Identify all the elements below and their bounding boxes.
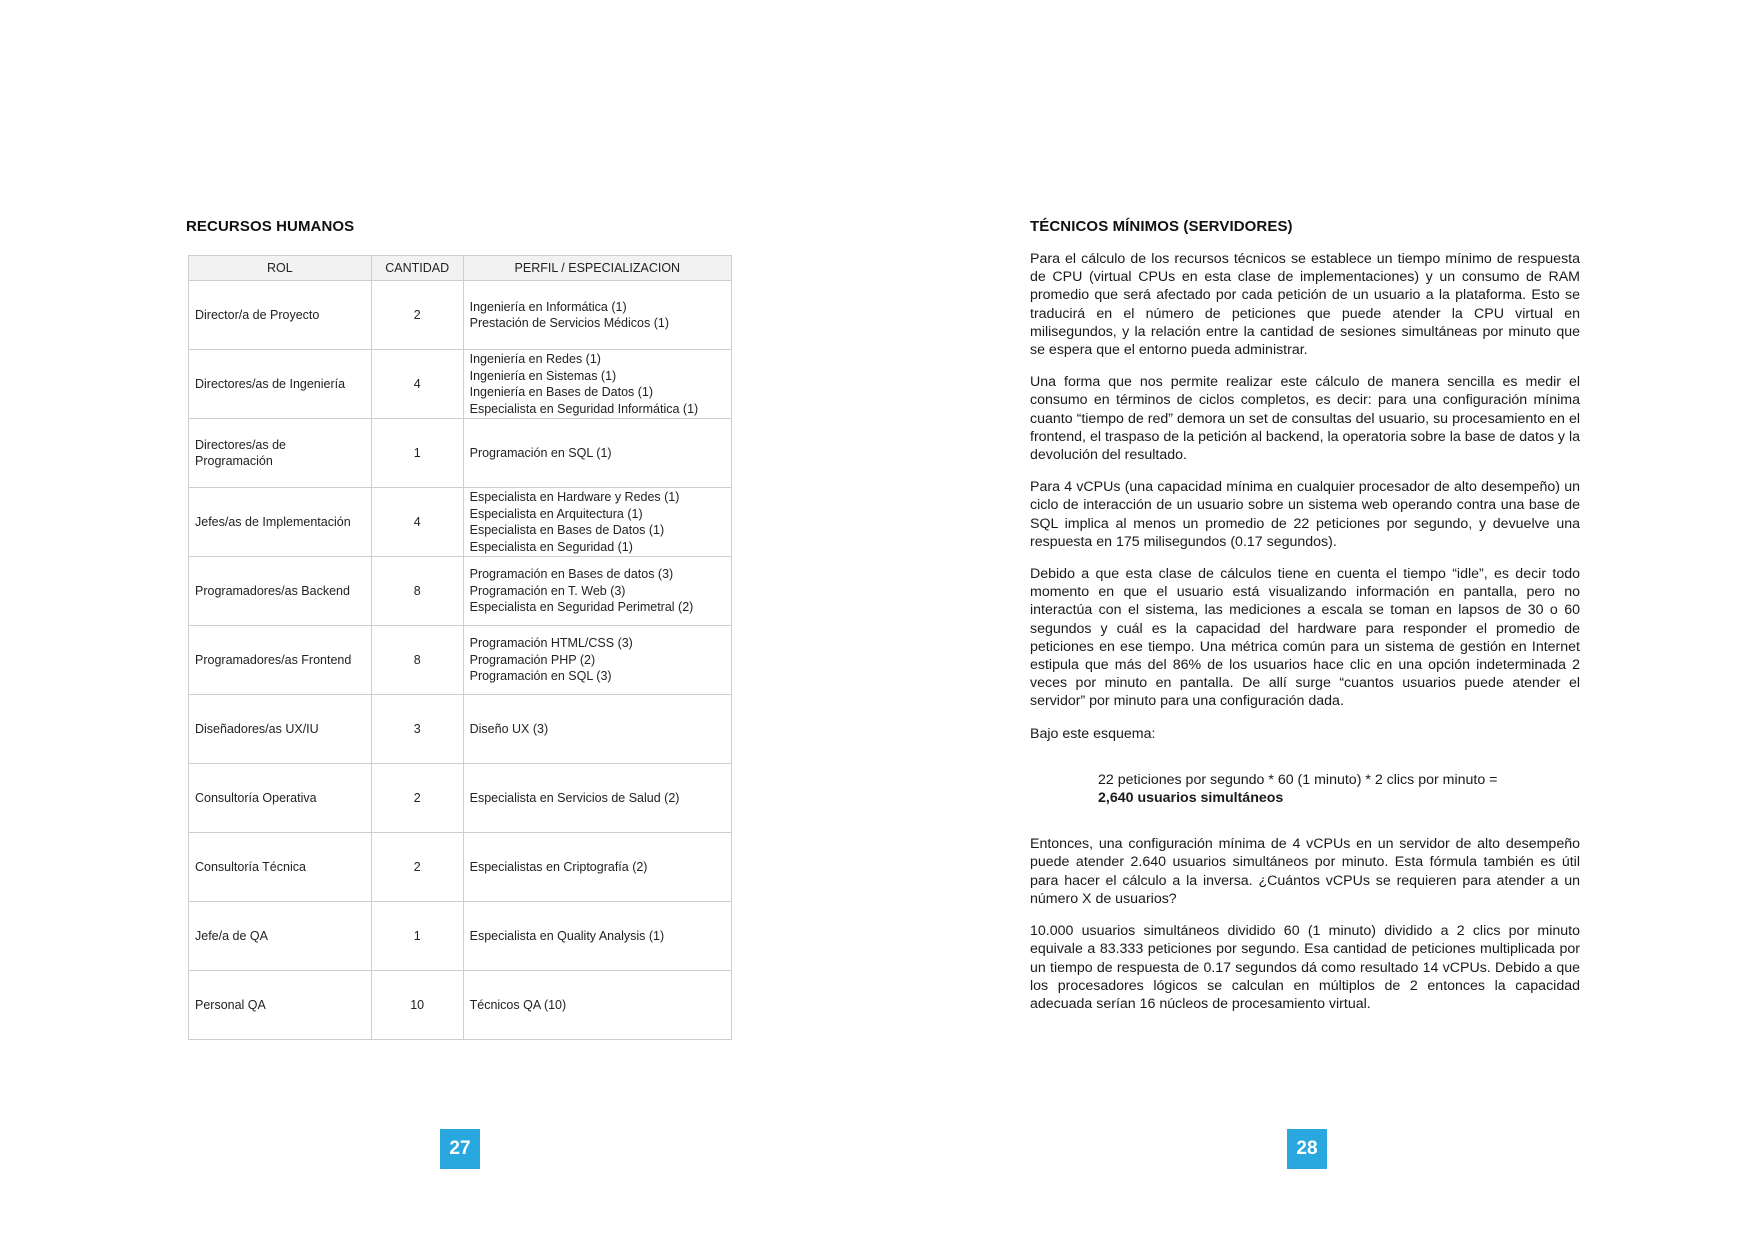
table-row [189, 971, 732, 1040]
cell-quantity: 8 [371, 557, 463, 626]
cell-profile [463, 695, 731, 764]
column-header-perfil: PERFIL / ESPECIALIZACION [463, 256, 731, 281]
cell-role: Directores/as de Ingeniería [189, 350, 372, 419]
left-page [0, 0, 877, 1241]
cell-profile [463, 419, 731, 488]
cell-role: Consultoría Operativa [189, 764, 372, 833]
paragraph: 10.000 usuarios simultáneos dividido 60 (1 minuto) dividido a 2 clics por minuto equivale a 83.333 peticiones por segundo. Esa cantidad de peticiones multiplicada por un tiempo de respuesta de 0.17 segundos dá como resultado 14 vCPUs. Debido a que los procesadores lógicos se calculan en múltiplos de 2 entonces la capacidad adecuada serían 16 núcleos de procesamiento virtual. [1030, 923, 1580, 1012]
cell-quantity: 1 [371, 419, 463, 488]
profile-item: Especialista en Bases de Datos (1) [469, 523, 665, 537]
cell-profile [463, 488, 731, 557]
profile-item: Especialista en Seguridad (1) [469, 539, 633, 554]
table-row [189, 419, 732, 488]
profile-item: Ingeniería en Sistemas (1) [469, 368, 617, 383]
cell-role: Jefe/a de QA [189, 902, 372, 971]
cell-quantity: 4 [371, 350, 463, 419]
profile-item: Especialista en Servicios de Salud (2) [469, 790, 680, 805]
table-row [189, 902, 732, 971]
table-row [189, 557, 732, 626]
table-row [189, 281, 732, 350]
profile-item: Especialista en Seguridad Perimetral (2) [469, 600, 694, 615]
cell-quantity: 3 [371, 695, 463, 764]
cell-role: Director/a de Proyecto [189, 281, 372, 350]
right-page [877, 0, 1754, 1241]
profile-item: Programación PHP (2) [469, 652, 596, 667]
profile-item: Programación en SQL (1) [469, 445, 612, 460]
paragraph: Debido a que esta clase de cálculos tiene en cuenta el tiempo “idle”, es decir todo momento en que el usuario está visualizando información en pantalla, pero no interactúa con el sistema, las mediciones a escala se toman en lapsos de 30 o 60 segundos y cuál es la capacidad del hardware para responder el promedio de peticiones en ese tiempo. Una métrica común para un sistema de gestión en Internet estipula que más del 86% de los usuarios hace clic en una opción indeterminada 2 veces por minuto en pantalla. De allí surge “cuantos usuarios puede atender el servidor” por minuto para una configuración dada. [1030, 566, 1580, 710]
table-row [189, 350, 732, 419]
profile-item: Ingeniería en Bases de Datos (1) [469, 385, 654, 399]
table-body [189, 281, 732, 1040]
cell-role: Directores/as de Programación [189, 419, 372, 488]
cell-role: Programadores/as Backend [189, 557, 372, 626]
body-text [1030, 250, 1580, 1027]
cell-quantity: 2 [371, 281, 463, 350]
profile-item: Programación en T. Web (3) [469, 583, 626, 598]
profile-item: Especialista en Arquitectura (1) [469, 506, 643, 521]
section-title-tecnicos-minimos: TÉCNICOS MÍNIMOS (SERVIDORES) [1030, 218, 1293, 235]
profile-item: Programación en Bases de datos (3) [469, 567, 674, 582]
cell-profile [463, 557, 731, 626]
cell-quantity: 10 [371, 971, 463, 1040]
table-row [189, 764, 732, 833]
cell-profile [463, 350, 731, 419]
profile-item: Ingeniería en Redes (1) [469, 352, 601, 366]
paragraph: Para 4 vCPUs (una capacidad mínima en cualquier procesador de alto desempeño) un ciclo de interacción de un usuario sobre un sistema web operando contra una base de SQL implica al menos un promedio de 22 peticiones por segundo, y devuelve una respuesta en 175 milisegundos (0.17 segundos). [1030, 479, 1580, 550]
profile-item: Especialista en Hardware y Redes (1) [469, 490, 680, 504]
profile-item: Ingeniería en Informática (1) [469, 299, 627, 314]
paragraph: Para el cálculo de los recursos técnicos se establece un tiempo mínimo de respuesta de CPU (virtual CPUs en esta clase de implementaciones) y un consumo de RAM promedio que será afectado por cada petición de un usuario a la plataforma. Esto se traducirá en el número de peticiones que puede atender la CPU virtual en milisegundos, y la relación entre la cantidad de sesiones simultáneas por minuto que se espera que el entorno pueda administrar. [1030, 251, 1580, 359]
cell-profile [463, 281, 731, 350]
column-header-cantidad: CANTIDAD [371, 256, 463, 281]
cell-role: Jefes/as de Implementación [189, 488, 372, 557]
cell-quantity: 4 [371, 488, 463, 557]
cell-quantity: 1 [371, 902, 463, 971]
paragraph: Entonces, una configuración mínima de 4 vCPUs en un servidor de alto desempeño puede atender 2.640 usuarios simultáneos por minuto. Esta fórmula también es útil para hacer el cálculo a la inversa. ¿Cuántos vCPUs se requieren para atender a un número X de usuarios? [1030, 836, 1580, 907]
cell-profile [463, 971, 731, 1040]
formula-line: 22 peticiones por segundo * 60 (1 minuto) * 2 clics por minuto = [1098, 771, 1498, 788]
profile-item: Especialista en Quality Analysis (1) [469, 928, 665, 943]
cell-quantity: 2 [371, 764, 463, 833]
cell-profile [463, 833, 731, 902]
cell-role: Personal QA [189, 971, 372, 1040]
cell-role: Consultoría Técnica [189, 833, 372, 902]
cell-quantity: 2 [371, 833, 463, 902]
cell-profile [463, 764, 731, 833]
cell-quantity: 8 [371, 626, 463, 695]
table-row [189, 626, 732, 695]
profile-item: Técnicos QA (10) [469, 997, 567, 1012]
profile-item: Diseño UX (3) [469, 721, 549, 736]
profile-item: Especialista en Seguridad Informática (1) [469, 401, 699, 416]
paragraph: Una forma que nos permite realizar este cálculo de manera sencilla es medir el consumo en términos de ciclos completos, es decir: para una configuración mínima cuanto “tiempo de red” demora un set de consultas del usuario, su procesamiento en el frontend, el traspaso de la petición al backend, la operatoria sobre la base de datos y la devolución del resultado. [1030, 374, 1580, 464]
cell-profile [463, 626, 731, 695]
paragraph: Bajo este esquema: [1030, 725, 1156, 742]
page-number: 28 [1287, 1129, 1327, 1169]
human-resources-table [188, 255, 732, 1040]
section-title-recursos-humanos: RECURSOS HUMANOS [186, 218, 355, 235]
cell-role: Programadores/as Frontend [189, 626, 372, 695]
cell-role: Diseñadores/as UX/IU [189, 695, 372, 764]
formula-result: 2,640 usuarios simultáneos [1098, 790, 1284, 807]
profile-item: Especialistas en Criptografía (2) [469, 859, 648, 874]
table-row [189, 833, 732, 902]
profile-item: Programación HTML/CSS (3) [469, 636, 633, 651]
column-header-rol: ROL [189, 256, 372, 281]
table-header-row [189, 256, 732, 281]
table-row [189, 488, 732, 557]
cell-profile [463, 902, 731, 971]
profile-item: Prestación de Servicios Médicos (1) [469, 316, 669, 330]
table-row [189, 695, 732, 764]
formula-block [1098, 771, 1580, 807]
page-number: 27 [440, 1129, 480, 1169]
profile-item: Programación en SQL (3) [469, 669, 612, 684]
